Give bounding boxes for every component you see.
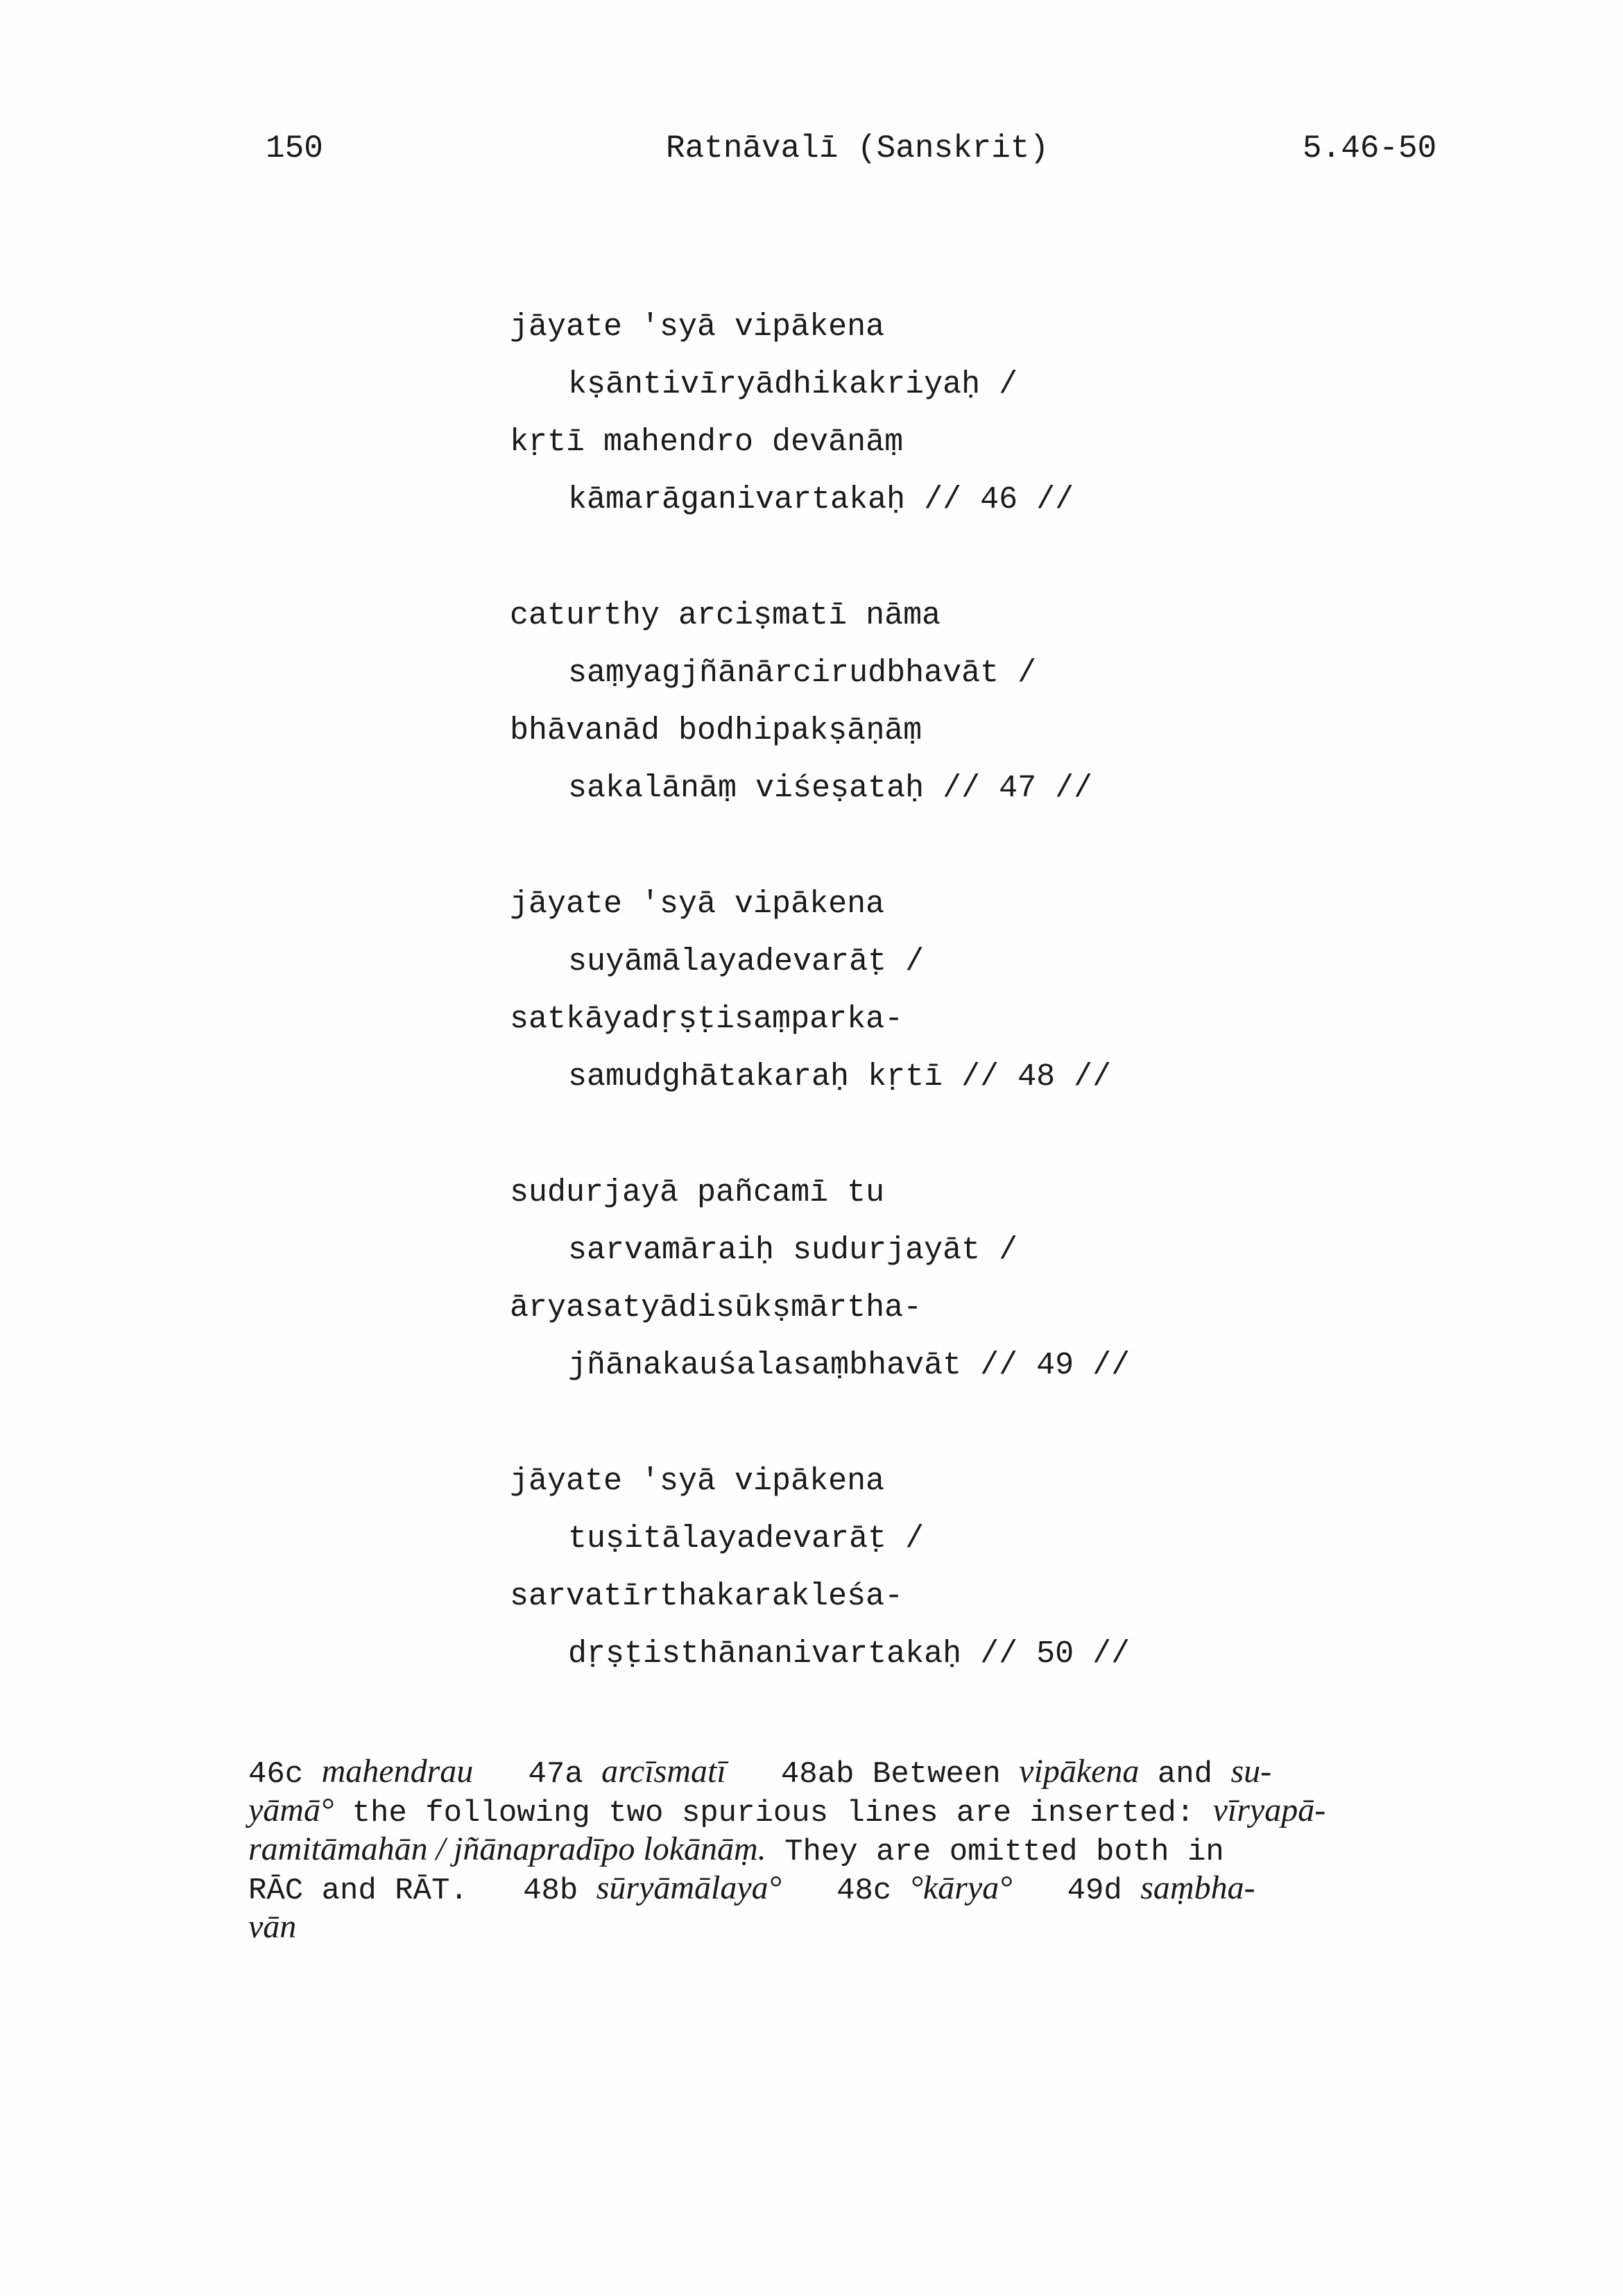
stanza-46 — [510, 298, 1342, 529]
variant-reading: ramitāmahān / jñānapradīpo lokānāṃ. — [248, 1831, 766, 1867]
note-line — [248, 1909, 1427, 1948]
stanza-49 — [510, 1164, 1342, 1394]
verse-line: kāmarāganivartakaḥ // 46 // — [568, 482, 1074, 517]
variant-reading: mahendrau — [321, 1753, 474, 1790]
verse-line: kṛtī mahendro devānāṃ — [510, 425, 904, 460]
variant-reading: saṃbha- — [1140, 1869, 1255, 1906]
verse-line: sudurjayā pañcamī tu — [510, 1175, 885, 1210]
note-text: They are omitted both in — [784, 1835, 1224, 1869]
verse-line: jāyate 'syā vipākena — [510, 1464, 885, 1499]
page-number: 150 — [266, 130, 323, 166]
note-ref: 47a — [528, 1757, 583, 1792]
verse-line: dṛṣṭisthānanivartakaḥ // 50 // — [568, 1636, 1131, 1672]
note-text: the following two spurious lines are inserted: — [352, 1796, 1195, 1831]
page-header — [0, 130, 1623, 172]
verse-line: tuṣitālayadevarāṭ / — [568, 1521, 925, 1557]
stanza-48 — [510, 875, 1342, 1106]
verse-line: kṣāntivīryādhikakriyaḥ / — [568, 367, 1018, 402]
verse-range: 5.46-50 — [1303, 130, 1437, 166]
note-line — [248, 1870, 1427, 1909]
verse-line: jñānakauśalasaṃbhavāt // 49 // — [568, 1348, 1131, 1383]
stanza-50 — [510, 1453, 1342, 1683]
note-line — [248, 1831, 1427, 1870]
note-text: and — [1157, 1757, 1213, 1792]
verse-line: samudghātakaraḥ kṛtī // 48 // — [568, 1059, 1112, 1095]
stanza-47 — [510, 587, 1342, 817]
variant-reading: su- — [1230, 1753, 1272, 1790]
note-ref: 49d — [1067, 1874, 1122, 1908]
variant-reading: °kārya° — [909, 1869, 1013, 1906]
verse-line: sarvamāraiḥ sudurjayāt / — [568, 1233, 1018, 1268]
note-ref: 48b — [523, 1874, 578, 1908]
note-line — [248, 1792, 1427, 1831]
verse-line: caturthy arciṣmatī nāma — [510, 598, 941, 633]
variant-reading: yāmā° — [248, 1792, 334, 1828]
verse-block — [510, 298, 1342, 1741]
note-ref: 46c — [248, 1757, 304, 1792]
note-line — [248, 1754, 1427, 1792]
verse-line: sakalānāṃ viśeṣataḥ // 47 // — [568, 771, 1093, 806]
note-text: RĀC and RĀT. — [248, 1874, 468, 1908]
note-text: 48ab Between — [780, 1757, 1001, 1792]
verse-line: saṃyagjñānārcirudbhavāt / — [568, 656, 1037, 691]
variant-reading: vīryapā- — [1212, 1792, 1326, 1828]
variant-reading: vipākena — [1019, 1753, 1140, 1790]
verse-line: satkāyadṛṣṭisaṃparka- — [510, 1002, 904, 1037]
verse-line: bhāvanād bodhipakṣāṇāṃ — [510, 713, 922, 748]
critical-apparatus — [248, 1754, 1427, 1948]
verse-line: suyāmālayadevarāṭ / — [568, 944, 925, 979]
running-title: Ratnāvalī (Sanskrit) — [666, 130, 1049, 166]
variant-reading: sūryāmālaya° — [596, 1869, 782, 1906]
note-ref: 48c — [836, 1874, 892, 1908]
variant-reading: arcīsmatī — [601, 1753, 726, 1790]
variant-reading: vān — [248, 1908, 297, 1945]
verse-line: jāyate 'syā vipākena — [510, 309, 885, 345]
verse-line: jāyate 'syā vipākena — [510, 886, 885, 922]
verse-line: āryasatyādisūkṣmārtha- — [510, 1290, 922, 1326]
verse-line: sarvatīrthakarakleśa- — [510, 1579, 904, 1614]
